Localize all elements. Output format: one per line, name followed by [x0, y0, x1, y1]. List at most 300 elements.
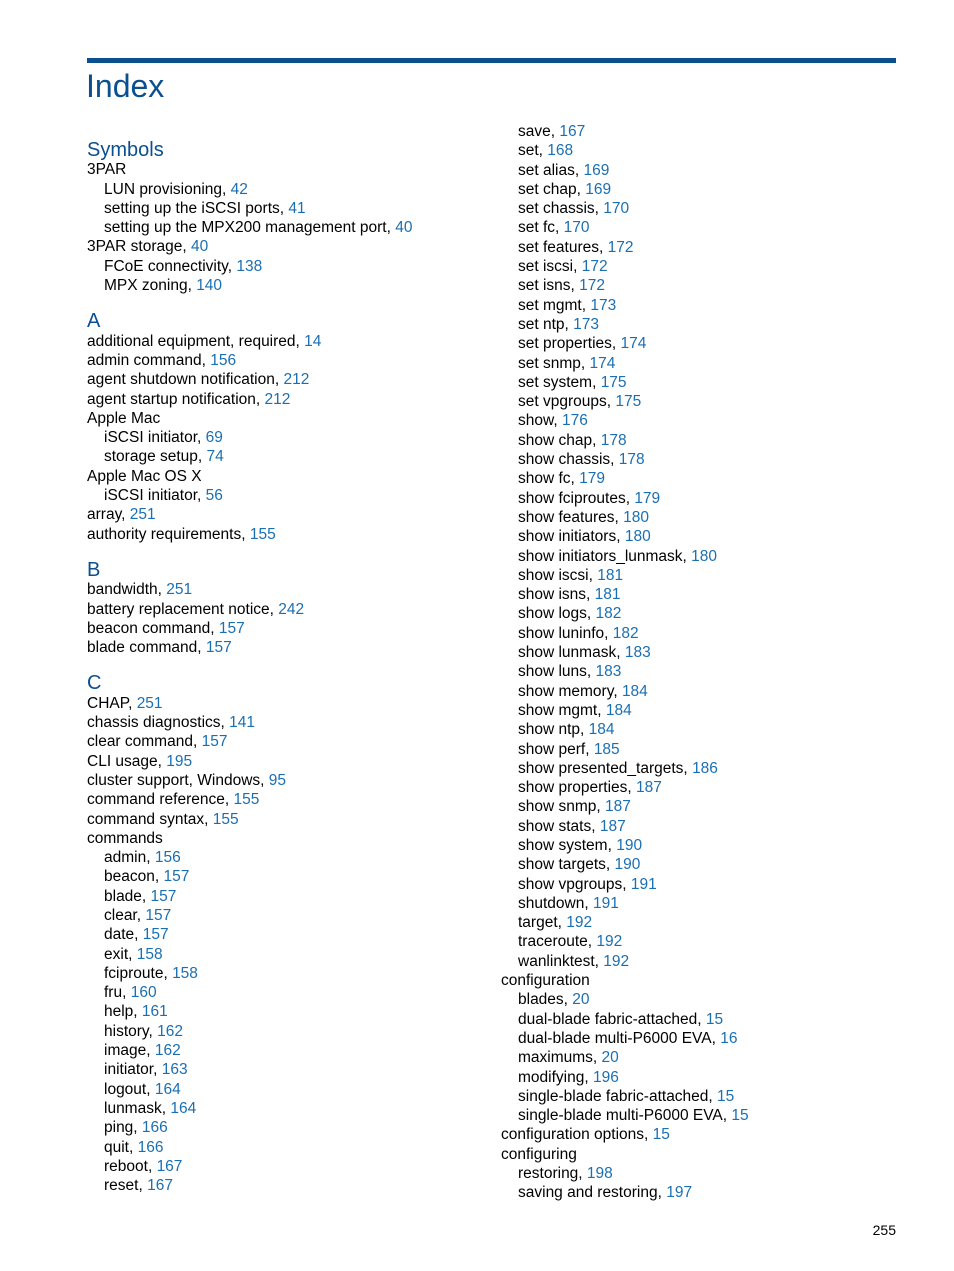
index-page-link[interactable]: 180 [691, 547, 718, 565]
index-page-link[interactable]: 167 [147, 1177, 173, 1195]
index-entry [501, 508, 749, 527]
index-entry-term: show initiators_lunmask, [518, 547, 692, 565]
index-entry-term: setting up the MPX200 management port, [104, 219, 396, 237]
index-entry-term: wanlinktest, [518, 952, 604, 970]
index-entry [501, 740, 749, 759]
index-entry [87, 525, 412, 544]
index-entry-term: set alias, [518, 161, 584, 179]
index-entry-term: agent startup notification, [87, 390, 265, 408]
index-page-link[interactable]: 192 [596, 933, 623, 951]
index-entry [501, 1183, 749, 1202]
index-entry [501, 585, 749, 604]
index-page-link[interactable]: 182 [612, 624, 639, 642]
index-entry [87, 1041, 412, 1060]
index-entry-term: show perf, [518, 740, 594, 758]
index-entry-term: single-blade fabric-attached, [518, 1087, 718, 1105]
index-entry-term: show iscsi, [518, 566, 598, 584]
index-entry [501, 547, 749, 566]
index-entry-term: show targets, [518, 856, 615, 874]
index-entry [501, 932, 749, 951]
index-entry-term: set vpgroups, [518, 393, 616, 411]
index-entry [501, 1125, 749, 1144]
index-page-link[interactable]: 178 [600, 431, 627, 449]
index-page-link[interactable]: 183 [595, 663, 622, 681]
index-page-link[interactable]: 157 [150, 887, 177, 905]
index-entry-term: CHAP, [87, 694, 137, 712]
index-page-link[interactable]: 20 [572, 991, 590, 1009]
index-entry-term: blade command, [87, 639, 206, 657]
index-entry [501, 952, 749, 971]
index-entry-term: show isns, [518, 586, 595, 604]
index-entry [501, 720, 749, 739]
index-entry [501, 566, 749, 585]
index-page-link[interactable]: 40 [395, 219, 413, 237]
index-entry-term: cluster support, Windows, [87, 771, 269, 789]
index-entry [501, 1087, 749, 1106]
index-page-link[interactable]: 163 [161, 1061, 188, 1079]
index-entry [501, 257, 749, 276]
index-page-link[interactable]: 251 [136, 694, 163, 712]
index-page-link[interactable]: 56 [205, 487, 223, 505]
index-entry-term: command syntax, [87, 810, 213, 828]
index-section-header: Symbols [87, 139, 164, 161]
index-entry-term: blades, [518, 991, 573, 1009]
index-entry [501, 218, 749, 237]
index-entry-term: configuring [501, 1145, 577, 1163]
index-entry-term: show initiators, [518, 528, 625, 546]
index-page-link[interactable]: 20 [601, 1049, 619, 1067]
index-entry-term: set properties, [518, 335, 621, 353]
index-entry [501, 392, 749, 411]
index-entry-term: show chassis, [518, 451, 619, 469]
index-entry-term: LUN provisioning, [104, 180, 231, 198]
index-page-link[interactable]: 172 [607, 238, 634, 256]
index-entry-term: set fc, [518, 219, 564, 237]
index-entry-term: initiator, [104, 1061, 162, 1079]
index-page-link[interactable]: 184 [588, 721, 615, 739]
index-page-link[interactable]: 169 [585, 180, 612, 198]
index-entry-term: show luns, [518, 663, 596, 681]
index-entry [87, 713, 412, 732]
index-section-header: A [87, 310, 101, 333]
index-page-link[interactable]: 197 [666, 1184, 693, 1202]
index-entry [501, 662, 749, 681]
index-page-link[interactable]: 190 [616, 836, 643, 854]
index-entry [501, 1164, 749, 1183]
index-entry [87, 218, 412, 237]
index-entry-term: show fciproutes, [518, 489, 635, 507]
index-entry-term: clear command, [87, 733, 202, 751]
index-entry-term: show chap, [518, 431, 601, 449]
index-page-link[interactable]: 15 [652, 1126, 670, 1144]
index-entry-term: array, [87, 506, 130, 524]
index-entry [87, 1099, 412, 1118]
index-entry-term: admin, [104, 849, 155, 867]
index-page-link[interactable]: 195 [166, 752, 193, 770]
index-entry [501, 334, 749, 353]
index-entry [501, 836, 749, 855]
index-entry [87, 638, 412, 657]
index-entry [501, 489, 749, 508]
index-page-link[interactable]: 162 [157, 1022, 183, 1040]
index-entry [501, 161, 749, 180]
index-entry [87, 199, 412, 218]
index-entry-term: set isns, [518, 277, 580, 295]
index-page-link[interactable]: 175 [600, 373, 627, 391]
index-entry [501, 411, 749, 430]
index-entry [87, 619, 412, 638]
index-page-link[interactable]: 176 [561, 412, 588, 430]
index-entry-term: save, [518, 123, 560, 140]
index-entry [501, 894, 749, 913]
index-page-link[interactable]: 157 [163, 868, 190, 886]
index-entry-term: show presented_targets, [518, 759, 693, 777]
index-page-link[interactable]: 179 [634, 489, 661, 507]
index-page-link[interactable]: 187 [636, 779, 662, 797]
index-page-link[interactable]: 182 [595, 605, 622, 623]
index-page-link[interactable]: 157 [201, 733, 228, 751]
index-entry [87, 1157, 412, 1176]
index-entry [501, 643, 749, 662]
index-page-link[interactable]: 172 [579, 277, 606, 295]
index-entry-term: set iscsi, [518, 258, 582, 276]
index-page-link[interactable]: 187 [599, 817, 626, 835]
index-entry-term: target, [518, 914, 567, 932]
index-entry-term: chassis diagnostics, [87, 714, 230, 732]
index-entry [87, 887, 412, 906]
index-entry-term: maximums, [518, 1049, 602, 1067]
index-entry [501, 276, 749, 295]
index-entry-term: fciproute, [104, 964, 173, 982]
index-page-link[interactable]: 138 [236, 257, 263, 275]
index-entry [87, 1176, 412, 1195]
index-entry-term: FCoE connectivity, [104, 257, 237, 275]
index-page-link[interactable]: 166 [137, 1138, 164, 1156]
index-page-link[interactable]: 187 [605, 798, 631, 816]
index-page-link[interactable]: 140 [196, 277, 223, 295]
index-entry [501, 1010, 749, 1029]
index-entry [501, 238, 749, 257]
index-entry [501, 450, 749, 469]
index-entry [87, 983, 412, 1002]
index-page-link[interactable]: 174 [620, 335, 647, 353]
index-entry-term: show ntp, [518, 721, 589, 739]
index-entry-term: bandwidth, [87, 581, 167, 599]
index-entry [501, 701, 749, 720]
index-page-link[interactable]: 192 [566, 914, 593, 932]
index-entry-term: set mgmt, [518, 296, 591, 314]
index-entry [87, 1138, 412, 1157]
index-page-link[interactable]: 15 [731, 1107, 749, 1125]
index-entry [501, 296, 749, 315]
index-entry-term: show vpgroups, [518, 875, 631, 893]
index-entry [87, 964, 412, 983]
index-entry-term: modifying, [518, 1068, 593, 1086]
index-entry [501, 199, 749, 218]
index-entry [501, 1106, 749, 1125]
index-page-link[interactable]: 167 [559, 123, 586, 140]
index-page-link[interactable]: 169 [583, 161, 610, 179]
index-page-link[interactable]: 155 [233, 791, 260, 809]
index-page-link[interactable]: 40 [190, 238, 209, 256]
index-entry [87, 447, 412, 466]
index-column-right [501, 122, 749, 1203]
index-entry [87, 810, 412, 829]
index-page-link[interactable]: 157 [205, 639, 232, 657]
index-entry-term: fru, [104, 984, 131, 1002]
index-entry [501, 431, 749, 450]
index-entry [87, 257, 412, 276]
index-entry [87, 467, 412, 486]
index-entry-term: exit, [104, 945, 137, 963]
index-entry [87, 505, 412, 524]
index-entry [501, 373, 749, 392]
index-entry [501, 913, 749, 932]
index-entry-term: single-blade multi-P6000 EVA, [518, 1107, 732, 1125]
index-entry-term: traceroute, [518, 933, 597, 951]
index-entry [87, 848, 412, 867]
index-page-link[interactable]: 170 [603, 200, 630, 218]
index-page-link[interactable]: 181 [597, 566, 624, 584]
index-entry [87, 694, 412, 713]
page-title: Index [86, 68, 165, 104]
index-page-link[interactable]: 184 [605, 701, 632, 719]
index-page-link[interactable]: 170 [563, 219, 590, 237]
index-entry [501, 817, 749, 836]
index-page-link[interactable]: 155 [249, 525, 276, 543]
index-section-header: C [87, 672, 102, 695]
index-entry-term: MPX zoning, [104, 277, 197, 295]
index-entry-term: clear, [104, 906, 146, 924]
index-entry-term: logout, [104, 1080, 155, 1098]
index-page-link[interactable]: 172 [581, 258, 608, 276]
index-page-link[interactable]: 198 [586, 1165, 613, 1183]
index-entry [501, 469, 749, 488]
index-entry [87, 276, 412, 295]
index-entry [87, 1002, 412, 1021]
index-entry [87, 1022, 412, 1041]
index-entry-term: storage setup, [104, 448, 207, 466]
index-page-link[interactable]: 212 [283, 371, 310, 389]
index-entry [87, 390, 412, 409]
index-entry-term: set ntp, [518, 315, 574, 333]
index-page-link[interactable]: 15 [717, 1087, 735, 1105]
index-entry-term: authority requirements, [87, 525, 250, 543]
index-page-link[interactable]: 196 [592, 1068, 619, 1086]
index-page-link[interactable]: 173 [590, 296, 617, 314]
index-entry-term: set, [518, 142, 548, 160]
index-entry-term: quit, [104, 1138, 138, 1156]
index-page-link[interactable]: 173 [573, 315, 600, 333]
index-entry [87, 732, 412, 751]
header-rule [87, 58, 896, 63]
index-entry [87, 752, 412, 771]
index-entry-term: commands [87, 829, 163, 847]
index-page-link[interactable]: 164 [170, 1099, 197, 1117]
index-page-link[interactable]: 157 [218, 619, 245, 637]
index-entry-term: restoring, [518, 1165, 587, 1183]
index-page-link[interactable]: 42 [230, 180, 248, 198]
index-entry-term: image, [104, 1042, 155, 1060]
index-page-link[interactable]: 69 [205, 429, 223, 447]
index-page-link[interactable]: 95 [268, 771, 287, 789]
index-entry-term: history, [104, 1022, 158, 1040]
index-entry-term: date, [104, 926, 143, 944]
index-entry-term: CLI usage, [87, 752, 167, 770]
index-entry-term: show luninfo, [518, 624, 613, 642]
index-page-link[interactable]: 161 [141, 1003, 168, 1021]
index-entry-term: set chassis, [518, 200, 604, 218]
index-entry [87, 409, 412, 428]
index-entry [87, 925, 412, 944]
index-entry [501, 624, 749, 643]
index-entry-term: set features, [518, 238, 608, 256]
index-entry [87, 945, 412, 964]
index-entry-term: help, [104, 1003, 142, 1021]
index-page-link[interactable]: 180 [624, 528, 651, 546]
index-page-link[interactable]: 174 [589, 354, 616, 372]
index-page-link[interactable]: 181 [594, 586, 621, 604]
index-page-link[interactable]: 156 [154, 849, 181, 867]
index-page-link[interactable]: 251 [129, 506, 156, 524]
index-entry [501, 1029, 749, 1048]
index-entry-term: show mgmt, [518, 701, 606, 719]
index-page-link[interactable]: 168 [547, 142, 574, 160]
index-entry [87, 428, 412, 447]
index-page-link[interactable]: 179 [579, 470, 606, 488]
index-entry [87, 351, 412, 370]
index-entry-term: iSCSI initiator, [104, 487, 206, 505]
index-entry-term: show features, [518, 508, 624, 526]
index-entry-term: iSCSI initiator, [104, 429, 206, 447]
index-page-link[interactable]: 212 [264, 390, 291, 408]
index-entry [87, 600, 412, 619]
index-page-link[interactable]: 162 [154, 1042, 181, 1060]
index-page-link[interactable]: 190 [614, 856, 641, 874]
index-entry-term: set snmp, [518, 354, 590, 372]
index-entry [501, 141, 749, 160]
index-entry-term: beacon command, [87, 619, 219, 637]
index-entry [87, 867, 412, 886]
index-column-left [87, 141, 412, 1195]
index-entry-term: saving and restoring, [518, 1184, 667, 1202]
index-page-link[interactable]: 242 [278, 600, 305, 618]
index-entry-term: show fc, [518, 470, 580, 488]
index-page-link[interactable]: 16 [720, 1029, 738, 1047]
index-entry [87, 332, 412, 351]
index-page-link[interactable]: 157 [142, 926, 169, 944]
index-entry [501, 1068, 749, 1087]
index-entry [501, 1145, 749, 1164]
index-entry-term: ping, [104, 1119, 142, 1137]
index-page-link[interactable]: 191 [630, 875, 657, 893]
index-entry-term: show lunmask, [518, 644, 625, 662]
index-entry [501, 527, 749, 546]
index-page-link[interactable]: 184 [621, 682, 648, 700]
index-page-link[interactable]: 167 [156, 1157, 183, 1175]
index-entry-term: beacon, [104, 868, 164, 886]
index-entry-term: show, [518, 412, 562, 430]
index-entry-term: dual-blade multi-P6000 EVA, [518, 1029, 721, 1047]
index-entry-term: admin command, [87, 351, 211, 369]
index-entry-term: configuration [501, 972, 590, 990]
index-entry-term: shutdown, [518, 894, 593, 912]
index-page-link[interactable]: 186 [692, 759, 718, 777]
index-entry-term: set system, [518, 373, 601, 391]
index-page-link[interactable]: 183 [624, 644, 651, 662]
index-entry-term: 3PAR [87, 161, 127, 179]
index-entry [87, 1080, 412, 1099]
index-entry [501, 354, 749, 373]
index-entry [87, 180, 412, 199]
index-page-link[interactable]: 164 [154, 1080, 181, 1098]
index-entry [501, 778, 749, 797]
index-entry [87, 237, 412, 256]
index-page-link[interactable]: 157 [145, 906, 172, 924]
index-entry-term: set chap, [518, 180, 586, 198]
index-entry [501, 971, 749, 990]
index-page-link[interactable]: 141 [229, 714, 256, 732]
index-page-link[interactable]: 15 [705, 1010, 724, 1028]
index-entry-term: additional equipment, required, [87, 332, 305, 350]
index-entry [87, 771, 412, 790]
index-page-link[interactable]: 185 [593, 740, 620, 758]
index-entry [87, 906, 412, 925]
index-entry-term: show snmp, [518, 798, 606, 816]
index-entry-term: setting up the iSCSI ports, [104, 199, 289, 217]
index-entry-term: lunmask, [104, 1099, 171, 1117]
index-entry [87, 160, 412, 179]
index-entry [501, 990, 749, 1009]
index-entry-term: show properties, [518, 779, 637, 797]
index-page-link[interactable]: 180 [623, 508, 649, 526]
index-entry-term: agent shutdown notification, [87, 371, 284, 389]
index-page-link[interactable]: 156 [210, 351, 237, 369]
index-entry-term: show stats, [518, 817, 600, 835]
index-page-link[interactable]: 160 [130, 984, 157, 1002]
index-entry-term: command reference, [87, 791, 234, 809]
index-page-link[interactable]: 166 [141, 1119, 168, 1137]
index-entry [87, 829, 412, 848]
index-page-link[interactable]: 191 [592, 894, 619, 912]
index-entry [87, 580, 412, 599]
index-entry [501, 315, 749, 334]
index-page-link[interactable]: 178 [618, 451, 645, 469]
index-page-link[interactable]: 251 [166, 581, 193, 599]
index-entry [87, 370, 412, 389]
index-page-link[interactable]: 158 [136, 945, 163, 963]
index-entry [87, 1060, 412, 1079]
index-entry-term: configuration options, [501, 1126, 653, 1144]
index-page-link[interactable]: 158 [172, 964, 198, 982]
index-page-link[interactable]: 14 [304, 332, 322, 350]
index-page-link[interactable]: 192 [603, 952, 630, 970]
index-entry-term: battery replacement notice, [87, 600, 279, 618]
index-entry-term: show memory, [518, 682, 622, 700]
index-entry [501, 875, 749, 894]
index-entry [501, 604, 749, 623]
index-entry-term: 3PAR storage, [87, 238, 191, 256]
index-page-link[interactable]: 175 [615, 393, 642, 411]
index-entry [501, 759, 749, 778]
index-entry-term: show logs, [518, 605, 596, 623]
index-page-link[interactable]: 74 [206, 448, 224, 466]
index-page-link[interactable]: 41 [288, 199, 306, 217]
page-number: 255 [872, 1222, 896, 1238]
index-page-link[interactable]: 155 [212, 810, 239, 828]
index-entry [87, 1118, 412, 1137]
index-entry [501, 797, 749, 816]
